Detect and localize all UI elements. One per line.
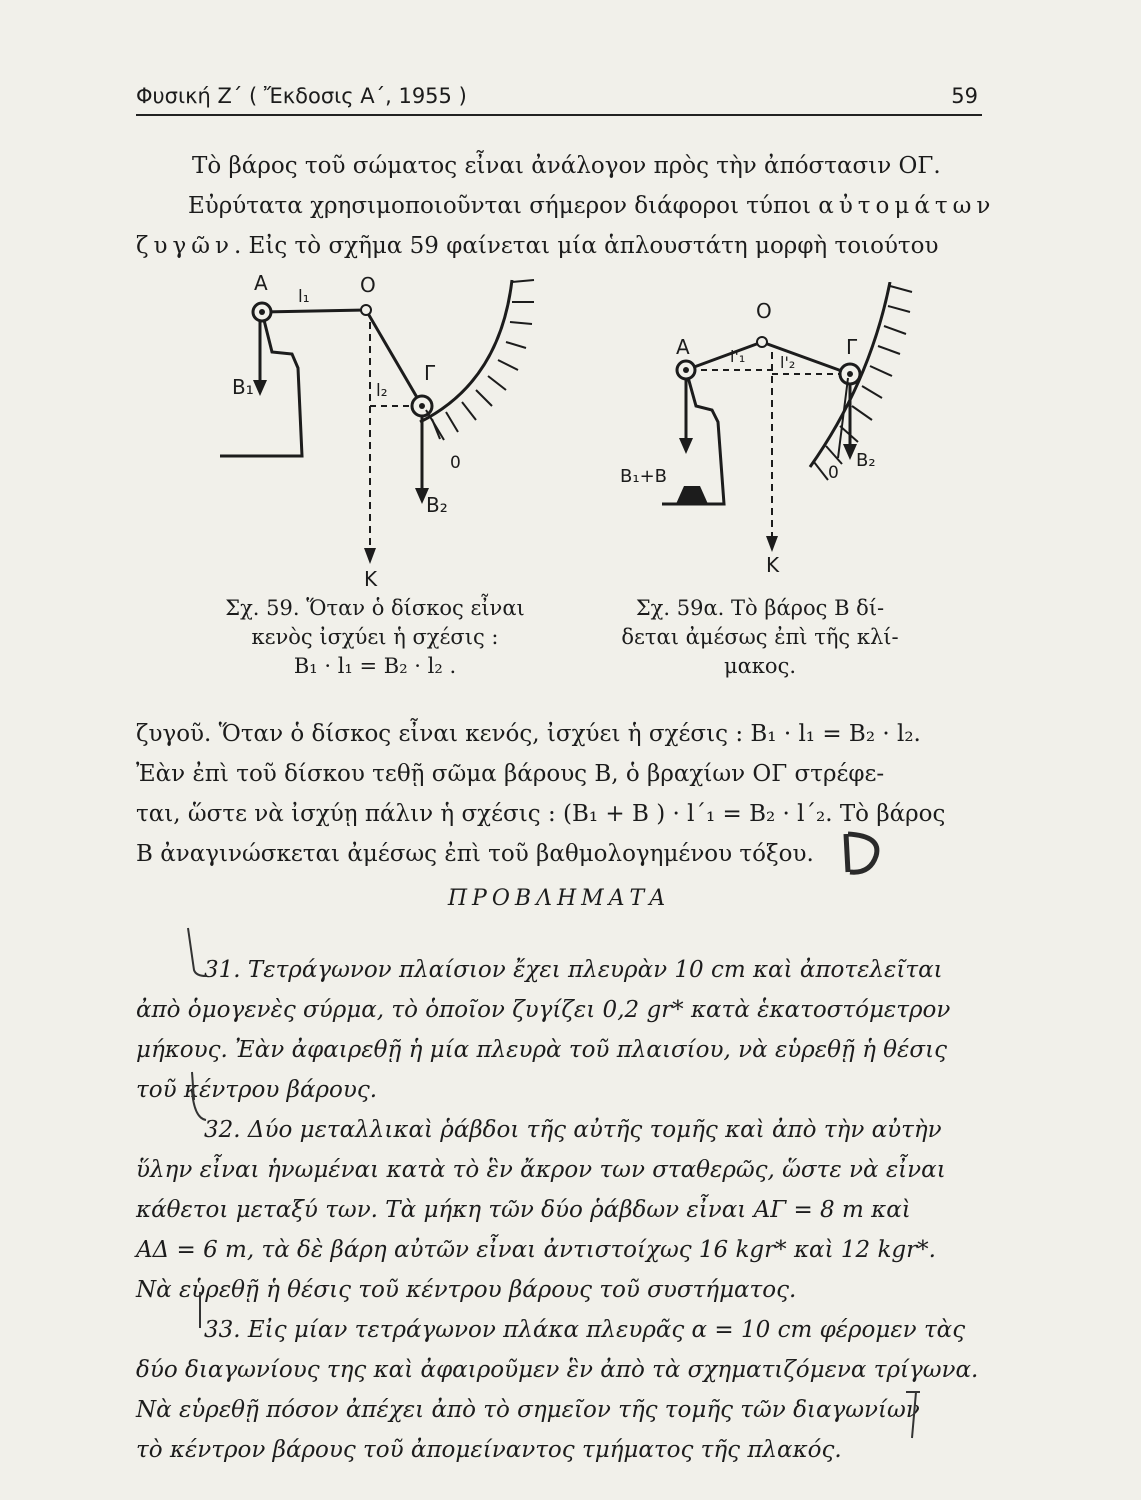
fig59a-label-l1p: l'₁ xyxy=(730,347,746,366)
fig59-caption-line-1: Σχ. 59. Ὅταν ὁ δίσκος εἶναι xyxy=(225,596,525,620)
figure-59a-caption xyxy=(610,594,910,681)
fig59-label-l2: l₂ xyxy=(376,381,388,401)
handwritten-d-mark xyxy=(836,826,888,882)
fig59-label-l1: l₁ xyxy=(298,287,310,307)
intro-paragraph xyxy=(136,146,996,266)
fig59-caption-line-3: B₁ · l₁ = B₂ · l₂ . xyxy=(293,654,457,678)
body-line-1: ζυγοῦ. Ὅταν ὁ δίσκος εἶναι κενός, ἰσχύει ἡ σχέσις : B₁ · l₁ = B₂ · l₂. xyxy=(136,721,921,747)
figure-59-caption xyxy=(200,594,550,681)
fig59-label-zero: 0 xyxy=(450,453,461,473)
fig59a-caption-line-2: δεται ἀμέσως ἐπὶ τῆς κλί- xyxy=(621,625,899,649)
fig59-label-o: O xyxy=(360,273,376,297)
arm-o-g-59a xyxy=(762,342,850,374)
pencil-mark-end xyxy=(902,1384,926,1444)
problem-33-line-3: Νὰ εὑρεθῇ πόσον ἀπέχει ἀπὸ τὸ σημεῖον τῆς τομῆς τῶν διαγωνίων xyxy=(136,1397,920,1423)
intro-line-1: Τὸ βάρος τοῦ σώματος εἶναι ἀνάλογον πρὸς τὴν ἀπόστασιν ΟΓ. xyxy=(192,153,941,179)
intro-line-3 xyxy=(136,226,982,266)
fig59-label-b1: B₁ xyxy=(232,375,254,399)
fig59a-label-g: Γ xyxy=(846,335,858,359)
body-line-2: Ἐὰν ἐπὶ τοῦ δίσκου τεθῇ σῶμα βάρους B, ὁ βραχίων ΟΓ στρέφε- xyxy=(136,761,885,787)
fig59-caption-line-2: κενὸς ἰσχύει ἡ σχέσις : xyxy=(251,625,499,649)
beam-a-o-59a xyxy=(686,342,762,370)
problem-32-line-5: Νὰ εὑρεθῇ ἡ θέσις τοῦ κέντρου βάρους τοῦ συστήματος. xyxy=(136,1277,797,1303)
fig59-label-a: A xyxy=(254,271,268,295)
intro-line-2 xyxy=(136,186,996,226)
figure-59-diagram xyxy=(200,262,560,592)
fig59a-label-zero: 0 xyxy=(828,463,839,483)
weight-on-pan xyxy=(676,486,708,504)
problem-31-line-4: τοῦ κέντρου βάρους. xyxy=(136,1077,378,1103)
pan-hanger-59a xyxy=(662,370,724,504)
fig59a-label-k: K xyxy=(766,553,780,577)
problem-33 xyxy=(136,1310,982,1470)
body-line-4: B ἀναγινώσκεται ἀμέσως ἐπὶ τοῦ βαθμολογημένου τόξου. xyxy=(136,841,814,867)
fig59-label-k: K xyxy=(364,567,378,591)
page-number: 59 xyxy=(951,84,978,108)
fig59a-label-a: A xyxy=(676,335,690,359)
scale-arc xyxy=(420,280,512,422)
fig59-label-b2: B₂ xyxy=(426,493,448,517)
intro-emphasis-scales: ζυγῶν xyxy=(136,233,234,259)
fig59a-label-b1b: B₁+B xyxy=(620,466,667,487)
problem-32-line-1: 32. Δύο μεταλλικαὶ ῥάβδοι τῆς αὐτῆς τομῆς καὶ ἀπὸ τὴν αὐτὴν xyxy=(204,1117,942,1143)
problem-33-line-4: τὸ κέντρον βάρους τοῦ ἀπομείναντος τμήματος τῆς πλακός. xyxy=(136,1437,842,1463)
problem-31 xyxy=(136,950,982,1110)
arm-o-g xyxy=(366,310,422,406)
fig59a-label-b2: B₂ xyxy=(856,450,876,471)
body-line-3: ται, ὥστε νὰ ἰσχύῃ πάλιν ἡ σχέσις : (B₁ + B ) · l΄₁ = B₂ · l΄₂. Τὸ βάρος xyxy=(136,801,946,827)
pencil-marks xyxy=(180,924,220,1444)
problem-33-line-1: 33. Εἰς μίαν τετράγωνον πλάκα πλευρᾶς α = 10 cm φέρομεν τὰς xyxy=(204,1317,966,1343)
problem-31-line-3: μήκους. Ἐὰν ἀφαιρεθῇ ἡ μία πλευρὰ τοῦ πλαισίου, νὰ εὑρεθῇ ἡ θέσις xyxy=(136,1037,947,1063)
problem-32-line-4: ΑΔ = 6 m, τὰ δὲ βάρη αὐτῶν εἶναι ἀντιστοίχως 16 kgr* καὶ 12 kgr*. xyxy=(136,1237,936,1263)
problem-31-line-1: 31. Τετράγωνον πλαίσιον ἔχει πλευρὰν 10 cm καὶ ἀποτελεῖται xyxy=(204,957,943,983)
intro-line-3-text: . Εἰς τὸ σχῆμα 59 φαίνεται μία ἁπλουστάτη μορφὴ τοιούτου xyxy=(233,233,939,259)
problem-32-line-3: κάθετοι μεταξύ των. Τὰ μήκη τῶν δύο ῥάβδων εἶναι ΑΓ = 8 m καὶ xyxy=(136,1197,911,1223)
header-title: Φυσική Ζ΄ ( Ἔκδοσις Α΄, 1955 ) xyxy=(136,84,467,108)
fig59a-label-o: O xyxy=(756,299,772,323)
problem-32-line-2: ὕλην εἶναι ἡνωμέναι κατὰ τὸ ἓν ἄκρον των σταθερῶς, ὥστε νὰ εἶναι xyxy=(136,1157,946,1183)
fig59-label-g: Γ xyxy=(424,361,436,385)
fig59a-caption-line-3: μακος. xyxy=(723,654,797,678)
running-header xyxy=(136,82,982,116)
problem-32 xyxy=(136,1110,982,1310)
problem-31-line-2: ἀπὸ ὁμογενὲς σύρμα, τὸ ὁποῖον ζυγίζει 0,2 gr* κατὰ ἑκατοστόμετρον xyxy=(136,997,951,1023)
fig59a-label-l2p: l'₂ xyxy=(780,353,796,372)
intro-line-2-text: Εὐρύτατα χρησιμοποιοῦνται σήμερον διάφοροι τύποι xyxy=(188,193,819,219)
figure-59a-diagram xyxy=(600,282,930,582)
fig59a-caption-line-1: Σχ. 59α. Τὸ βάρος B δί- xyxy=(635,596,885,620)
beam-a-o xyxy=(262,310,366,312)
intro-emphasis-automatic: αὐτομάτων xyxy=(818,193,996,219)
problems-heading: ΠΡΟΒΛΗΜΑΤΑ xyxy=(447,886,671,911)
problem-33-line-2: δύο διαγωνίους της καὶ ἀφαιροῦμεν ἓν ἀπὸ τὰ σχηματιζόμενα τρίγωνα. xyxy=(136,1357,979,1383)
